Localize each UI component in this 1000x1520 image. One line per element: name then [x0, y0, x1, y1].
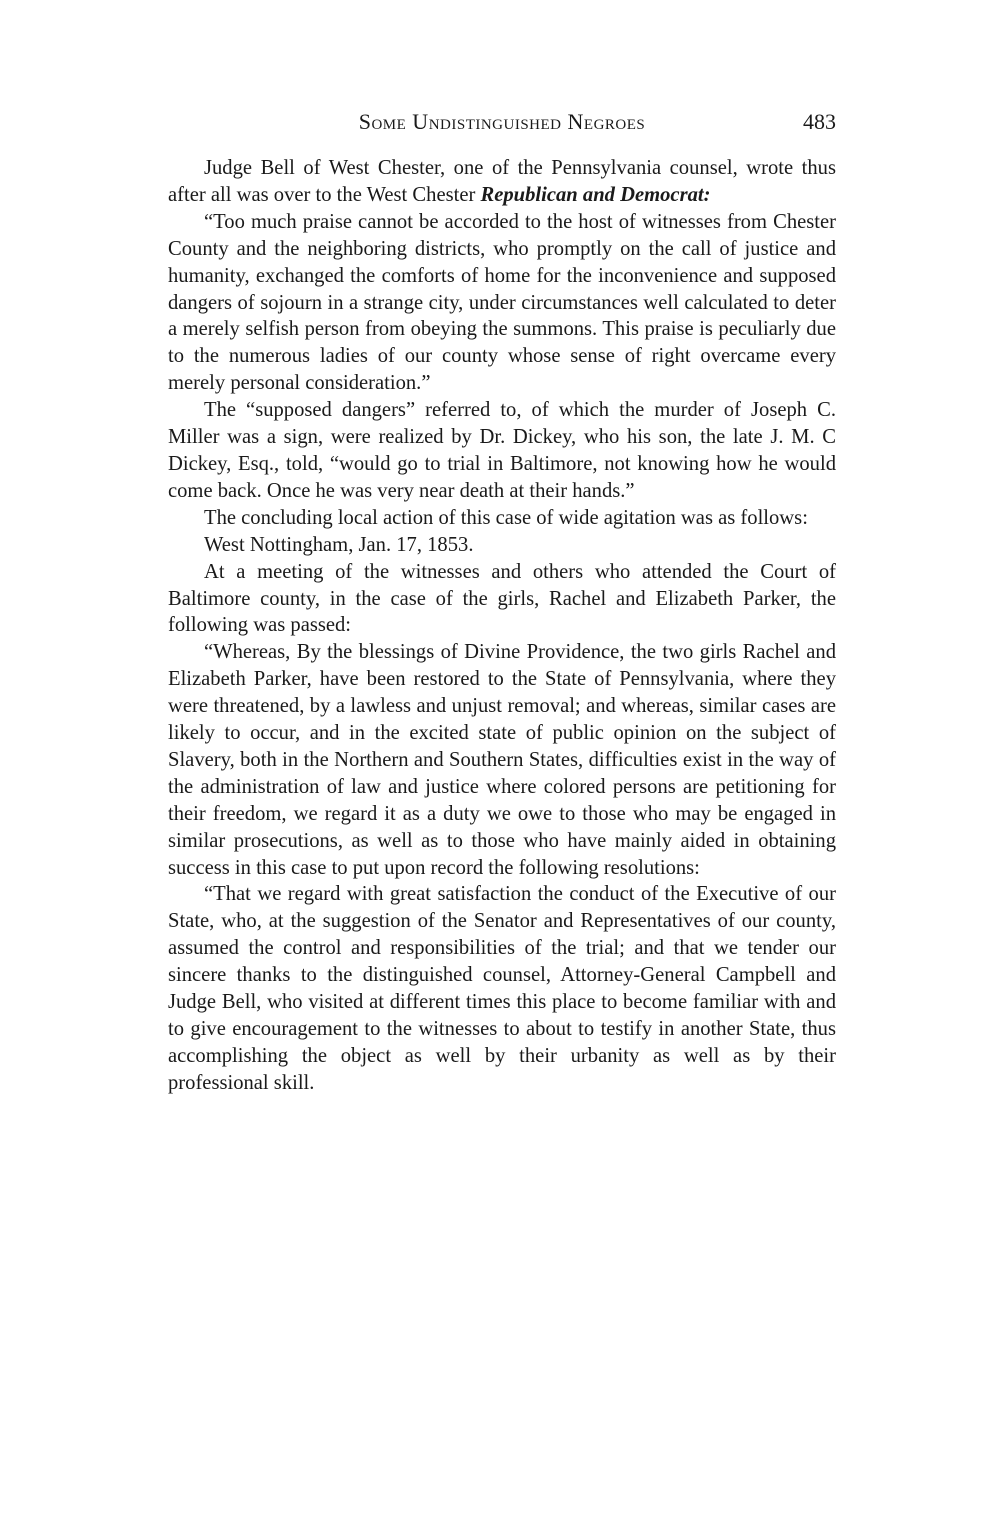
body-text — [168, 155, 836, 1097]
running-head — [168, 107, 836, 137]
newspaper-title: Republican and Democrat: — [480, 183, 711, 206]
paragraph-judge-bell — [168, 155, 836, 209]
paragraph-praise-quote: “Too much praise cannot be accorded to the host of witnesses from Chester County and the neighboring districts, who promptly on the call of justice and humanity, exchanged the comforts of home for the inconvenience and supposed dangers of sojourn in a strange city, under circumstances well calculated to deter a merely selfish person from obeying the summons. This praise is peculiarly due to the numerous ladies of our county whose sense of right overcame every merely personal consideration.” — [168, 210, 836, 395]
paragraph-whereas: “Whereas, By the blessings of Divine Providence, the two girls Rachel and Elizabeth Parker, have been restored to the State of Pennsylvania, where they were threatened, by a lawless and unjust removal; and whereas, similar cases are likely to occur, and in the excited state of public opinion on the subject of Slavery, both in the Northern and Southern States, difficulties exist in the way of the administration of law and justice where colored persons are petitioning for their freedom, we regard it as a duty we owe to those who may be engaged in similar prosecutions, as well as to those who have mainly aided in obtaining success in this case to put upon record the following resolutions: — [168, 641, 836, 879]
paragraph-supposed-dangers: The “supposed dangers” referred to, of which the murder of Joseph C. Miller was a sign, were realized by Dr. Dickey, who his son, the late J. M. C Dickey, Esq., told, “would go to trial in Baltimore, not knowing how he would come back. Once he was very near death at their hands.” — [168, 399, 836, 502]
paragraph-dateline: West Nottingham, Jan. 17, 1853. — [204, 533, 474, 556]
running-title: Some Undistinguished Negroes — [358, 109, 646, 134]
paragraph-concluding-action: The concluding local action of this case of wide agitation was as follows: — [204, 506, 808, 529]
paragraph-resolution: “That we regard with great satisfaction the conduct of the Executive of our State, who, at the suggestion of the Senator and Representatives of our county, assumed the control and responsibilities of the trial; and that we tender our sincere thanks to the distinguished counsel, Attorney-General Campbell and Judge Bell, who visited at different times this place to become familiar with and to give encouragement to the witnesses to about to testify in another State, thus accomplishing the object as well by their urbanity as well as by their professional skill. — [168, 883, 836, 1094]
paragraph-judge-bell-text: Judge Bell of West Chester, one of the Pennsylvania counsel, wrote thus after all was over to the West Chester — [168, 157, 836, 206]
paragraph-meeting: At a meeting of the witnesses and others who attended the Court of Baltimore county, in the case of the girls, Rachel and Elizabeth Parker, the following was passed: — [168, 560, 836, 637]
page-number: 483 — [803, 109, 836, 134]
